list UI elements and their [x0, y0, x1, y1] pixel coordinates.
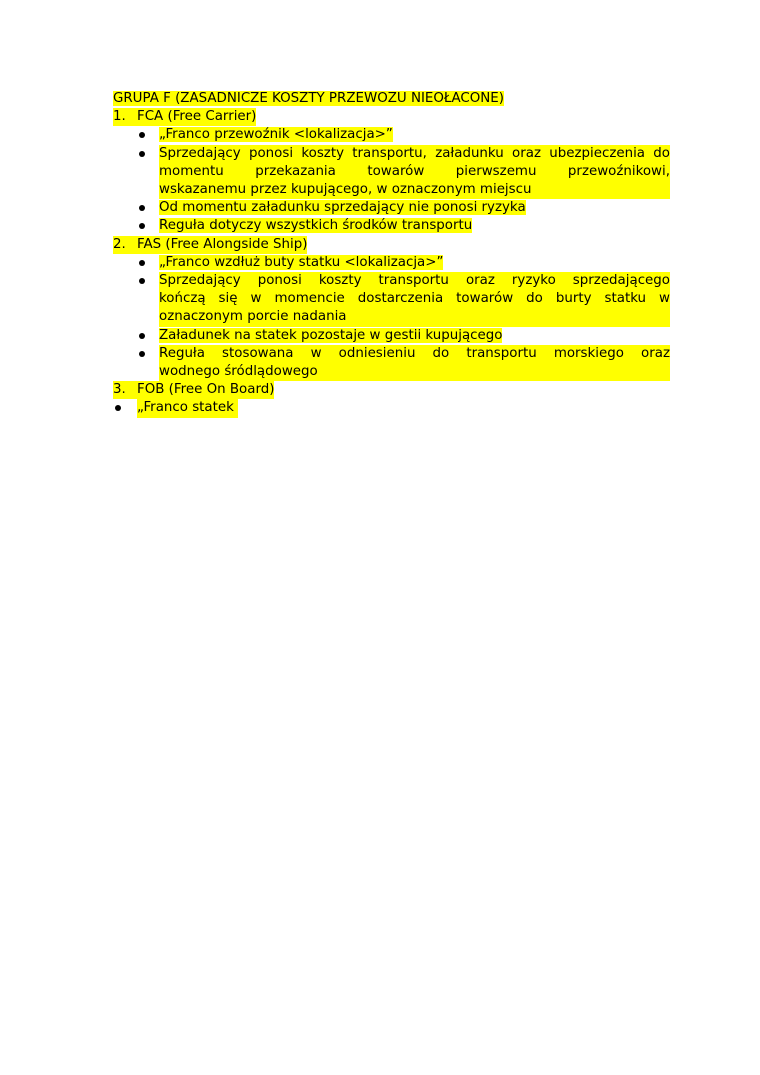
list-item-fas: [113, 236, 670, 254]
bullet-text-line: Sprzedający ponosi koszty transportu, załadunku oraz ubezpieczenia do: [159, 145, 670, 161]
bullet-icon: [137, 145, 159, 200]
bullet-icon: [113, 399, 137, 417]
bullet-text: Reguła dotyczy wszystkich środków transportu: [159, 218, 473, 234]
bullet-text-line: kończą się w momencie dostarczenia towarów do burty statku w: [159, 291, 670, 307]
bullet-item: [137, 327, 670, 345]
document-page: [113, 90, 670, 418]
list-item-label: FAS (Free Alongside Ship): [137, 236, 307, 254]
bullet-item: [137, 126, 670, 144]
bullet-text-line: oznaczonym porcie nadania: [159, 309, 347, 325]
bullet-icon: [137, 327, 159, 345]
section-title: [113, 90, 670, 108]
list-item-fob: [113, 381, 670, 399]
bullet-text-line: wodnego śródlądowego: [159, 364, 318, 379]
bullet-icon: [137, 126, 159, 144]
bullet-icon: [137, 272, 159, 327]
list-item-fca: [113, 108, 670, 126]
list-number: 2.: [113, 236, 137, 254]
bullet-item: [137, 254, 670, 272]
bullet-text: Załadunek na statek pozostaje w gestii kupującego: [159, 327, 503, 343]
bullet-icon: [137, 199, 159, 217]
bullet-text-line: momentu przekazania towarów pierwszemu przewoźnikowi,: [159, 163, 670, 179]
bullet-text: „Franco statek: [137, 399, 238, 417]
bullet-text-line: wskazanemu przez kupującego, w oznaczonym miejscu: [159, 181, 532, 197]
bullet-icon: [137, 254, 159, 272]
bullet-item: [113, 399, 670, 417]
bullet-text: Od momentu załadunku sprzedający nie ponosi ryzyka: [159, 200, 526, 216]
bullet-text: „Franco przewoźnik <lokalizacja>”: [159, 127, 393, 143]
list-number: 3.: [113, 381, 137, 399]
bullet-item: [137, 199, 670, 217]
bullet-icon: [137, 217, 159, 235]
bullet-item: [137, 345, 670, 381]
bullet-item: [137, 272, 670, 327]
bullet-text: „Franco wzdłuż buty statku <lokalizacja>”: [159, 254, 444, 270]
list-item-label: FOB (Free On Board): [137, 381, 274, 399]
bullet-item: [137, 145, 670, 200]
bullet-text-line: Sprzedający ponosi koszty transportu oraz ryzyko sprzedającego: [159, 272, 670, 288]
bullet-text-line: Reguła stosowana w odniesieniu do transportu morskiego oraz: [159, 345, 670, 361]
bullet-icon: [137, 345, 159, 381]
section-title-text: GRUPA F (ZASADNICZE KOSZTY PRZEWOZU NIEOŁACONE): [113, 91, 504, 106]
list-number: 1.: [113, 108, 137, 126]
bullet-item: [137, 217, 670, 235]
list-item-label: FCA (Free Carrier): [137, 108, 256, 126]
